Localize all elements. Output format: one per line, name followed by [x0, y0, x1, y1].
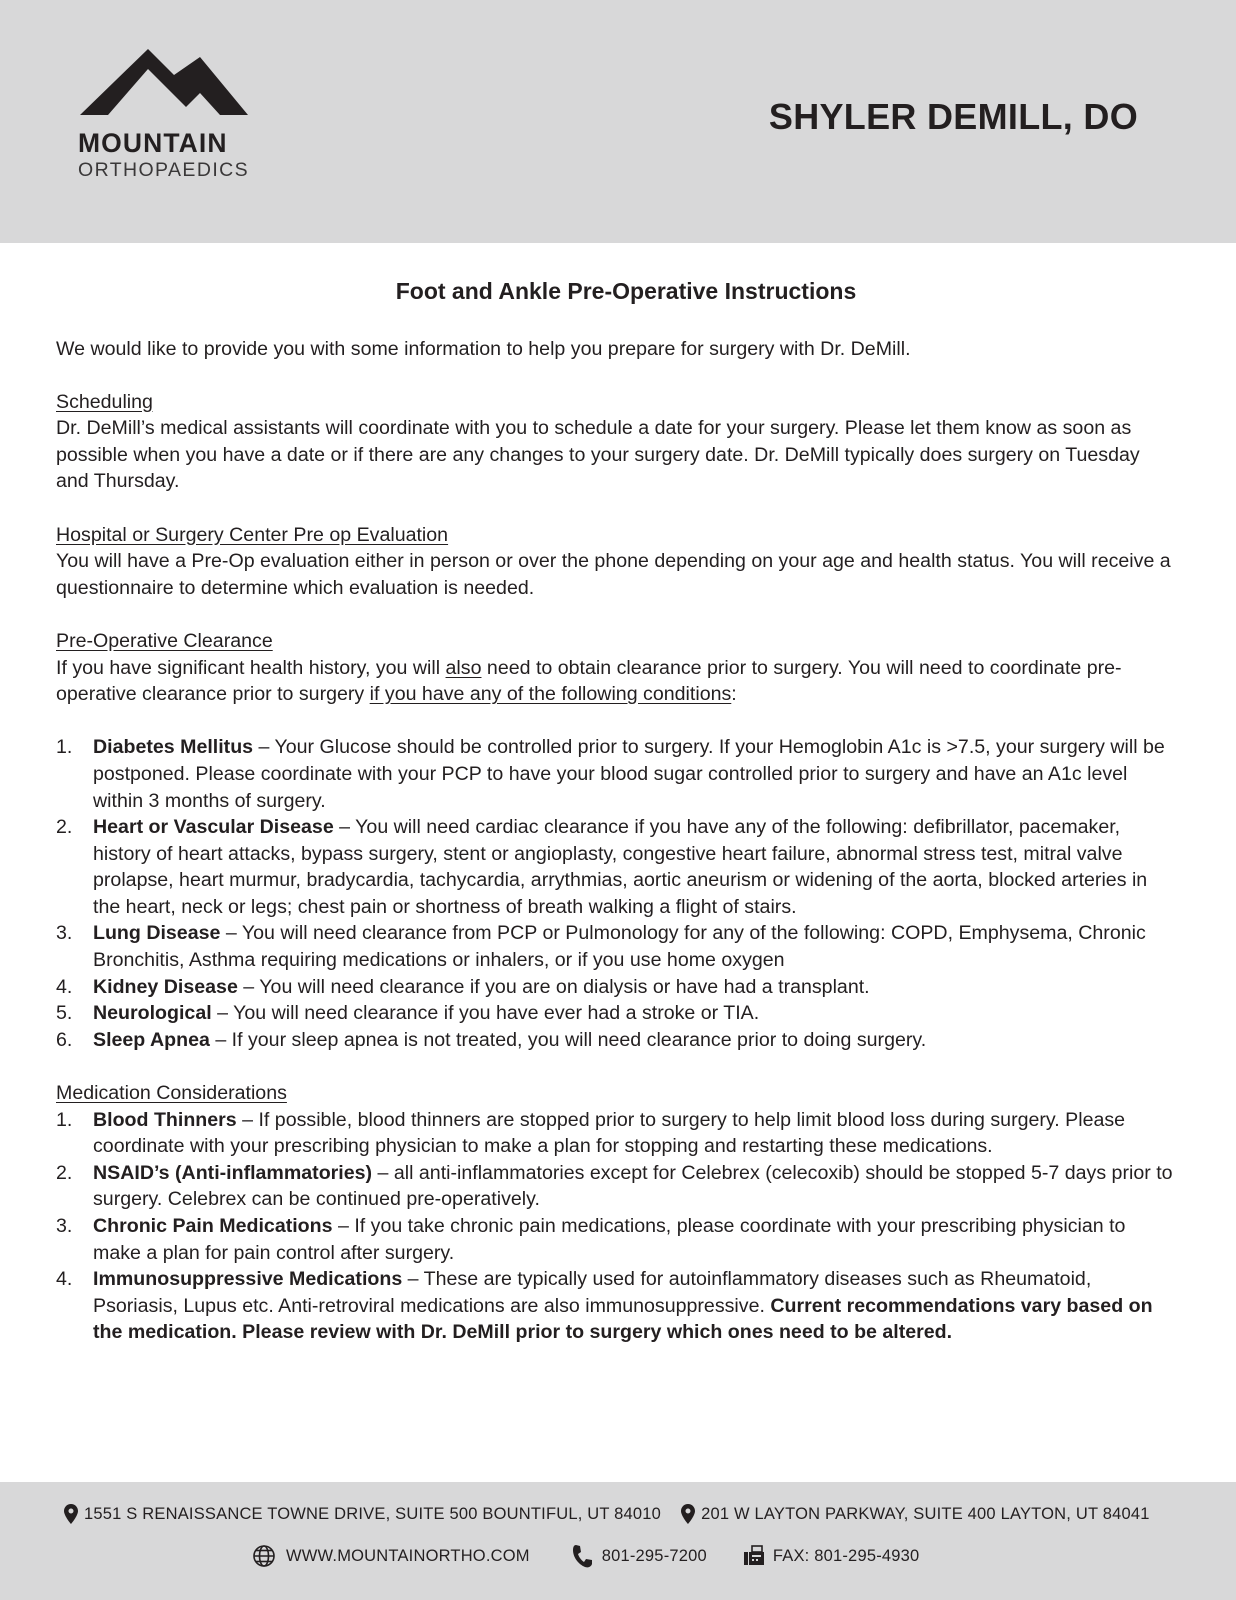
evaluation-body: You will have a Pre-Op evaluation either in person or over the phone depending on your age and health status. You will receive a questionnaire to determine which evaluation is needed. [56, 550, 1171, 599]
clearance-section [56, 628, 1176, 1054]
list-item [56, 1027, 1176, 1054]
website-text: WWW.MOUNTAINORTHO.COM [286, 1546, 530, 1565]
item-text: – If possible, blood thinners are stopped prior to surgery to help limit blood loss during surgery. Please coordinate with your prescribing physician to make a plan for stopping and restarting these medications. [93, 1108, 1126, 1158]
item-text: – These are typically used for autoinflammatory diseases such as Rheumatoid, Psoriasis, Lupus etc. Anti-retroviral medications are also immunosuppressive. [93, 1268, 1092, 1317]
list-item [56, 1160, 1176, 1213]
brand-name: MOUNTAIN [78, 128, 228, 158]
list-item [56, 974, 1176, 1001]
item-number: 6. [56, 1028, 73, 1051]
item-text: – If you take chronic pain medications, please coordinate with your prescribing physician to make a plan for pain control after surgery. [93, 1215, 1126, 1264]
medication-heading: Medication Considerations [56, 1082, 287, 1105]
item-text: – You will need clearance from PCP or Pulmonology for any of the following: COPD, Emphysema, Chronic Bronchitis, Asthma requiring medications or inhalers, or if you use home oxygen [93, 922, 1146, 972]
scheduling-body: Dr. DeMill’s medical assistants will coordinate with you to schedule a date for your surgery. Please let them know as soon as possible when you have a date or if there are any changes to your surgery date. Dr. DeMill typically does surgery on Tuesday and Thursday. [56, 417, 1140, 493]
evaluation-section [56, 522, 1176, 602]
fax-text: FAX: 801-295-4930 [772, 1546, 920, 1565]
item-term: Diabetes Mellitus [93, 736, 254, 759]
clearance-body-emphasis: if you have any of the following conditions [369, 683, 732, 706]
list-item [56, 1266, 1176, 1346]
item-text: – all anti-inflammatories except for Celebrex (celecoxib) should be stopped 5-7 days prior to surgery. Celebrex can be continued pre-operatively. [93, 1161, 1173, 1211]
item-number: 1. [56, 1108, 73, 1131]
document-title: Foot and Ankle Pre-Operative Instructions [395, 278, 857, 304]
item-number: 5. [56, 1002, 73, 1025]
doctor-name: SHYLER DEMILL, DO [768, 96, 1138, 137]
fax-icon [743, 1545, 765, 1567]
item-text: – If your sleep apnea is not treated, you will need clearance prior to doing surgery. [209, 1028, 927, 1051]
document-body [56, 276, 1176, 1373]
clearance-body-emphasis: also [445, 656, 482, 679]
list-item [56, 1107, 1176, 1160]
item-note: Current recommendations vary based on the medication. Please review with Dr. DeMill prior to surgery which ones need to be altered. [93, 1294, 1153, 1344]
item-term: Kidney Disease [93, 975, 238, 998]
item-number: 1. [56, 736, 73, 759]
clearance-body [56, 655, 1176, 708]
item-term: Immunosuppressive Medications [93, 1268, 403, 1291]
footer-phone[interactable] [572, 1544, 707, 1568]
footer-address-bountiful [64, 1504, 661, 1524]
item-term: Blood Thinners [93, 1108, 237, 1131]
list-item [56, 814, 1176, 920]
clearance-body-text: If you have significant health history, you will [56, 656, 446, 679]
clearance-heading: Pre-Operative Clearance [56, 629, 273, 652]
item-text: – You will need clearance if you are on dialysis or have had a transplant. [237, 975, 870, 998]
intro-paragraph: We would like to provide you with some information to help you prepare for surgery with Dr. DeMill. [56, 338, 911, 360]
footer-fax [743, 1545, 920, 1567]
item-number: 4. [56, 1268, 73, 1291]
item-term: Neurological [93, 1002, 212, 1025]
medication-section [56, 1080, 1176, 1346]
globe-icon [252, 1544, 276, 1568]
item-text: – You will need cardiac clearance if you have any of the following: defibrillator, pacemaker, history of heart attacks, bypass surgery, stent or angioplasty, congestive heart failure, abnormal stress test, mitral valve prolapse, heart murmur, bradycardia, tachycardia, arrythmias, aortic aneurism or widening of the aorta, blocked arteries in the heart, neck or legs; chest pain or shortness of breath walking a flight of stairs. [93, 816, 1148, 918]
item-term: Sleep Apnea [93, 1028, 210, 1051]
clearance-body-text: : [731, 683, 737, 706]
footer-address-layton [681, 1504, 1150, 1524]
map-pin-icon [64, 1504, 78, 1524]
list-item [56, 920, 1176, 973]
map-pin-icon [681, 1504, 695, 1524]
letterhead-footer [0, 1482, 1236, 1600]
footer-website[interactable] [252, 1544, 530, 1568]
list-item [56, 1000, 1176, 1027]
address-text: 201 W LAYTON PARKWAY, SUITE 400 LAYTON, UT 84041 [701, 1504, 1150, 1523]
item-term: Lung Disease [93, 922, 221, 945]
item-number: 2. [56, 816, 73, 839]
mountain-logo-icon [78, 47, 250, 123]
scheduling-heading: Scheduling [56, 390, 153, 413]
phone-icon [572, 1544, 592, 1568]
conditions-list [56, 734, 1176, 1053]
item-number: 2. [56, 1161, 73, 1184]
item-text: – Your Glucose should be controlled prior to surgery. If your Hemoglobin A1c is >7.5, your surgery will be postponed. Please coordinate with your PCP to have your blood sugar controlled prior to surgery and have an A1c level within 3 months of surgery. [93, 736, 1165, 812]
address-text: 1551 S RENAISSANCE TOWNE DRIVE, SUITE 500 BOUNTIFUL, UT 84010 [84, 1504, 662, 1523]
item-number: 3. [56, 922, 73, 945]
list-item [56, 734, 1176, 814]
footer-contact-row [252, 1544, 919, 1568]
item-term: NSAID’s (Anti-inflammatories) [93, 1161, 373, 1184]
item-number: 3. [56, 1215, 73, 1237]
item-term: Heart or Vascular Disease [93, 816, 334, 839]
item-number: 4. [56, 975, 73, 998]
evaluation-heading: Hospital or Surgery Center Pre op Evaluation [56, 523, 449, 546]
letterhead-header [0, 0, 1236, 243]
scheduling-section [56, 389, 1176, 495]
footer-address-row [64, 1504, 1150, 1524]
clearance-body-text: need to obtain clearance prior to surgery. You will need to coordinate pre-operative clearance prior to surgery [56, 656, 1122, 706]
logo [78, 47, 258, 181]
list-item [56, 1213, 1176, 1266]
medication-list [56, 1107, 1176, 1346]
item-term: Chronic Pain Medications [93, 1215, 333, 1237]
phone-text: 801-295-7200 [601, 1546, 707, 1565]
item-text: – You will need clearance if you have ever had a stroke or TIA. [211, 1002, 760, 1025]
brand-subtitle: ORTHOPAEDICS [78, 159, 250, 181]
